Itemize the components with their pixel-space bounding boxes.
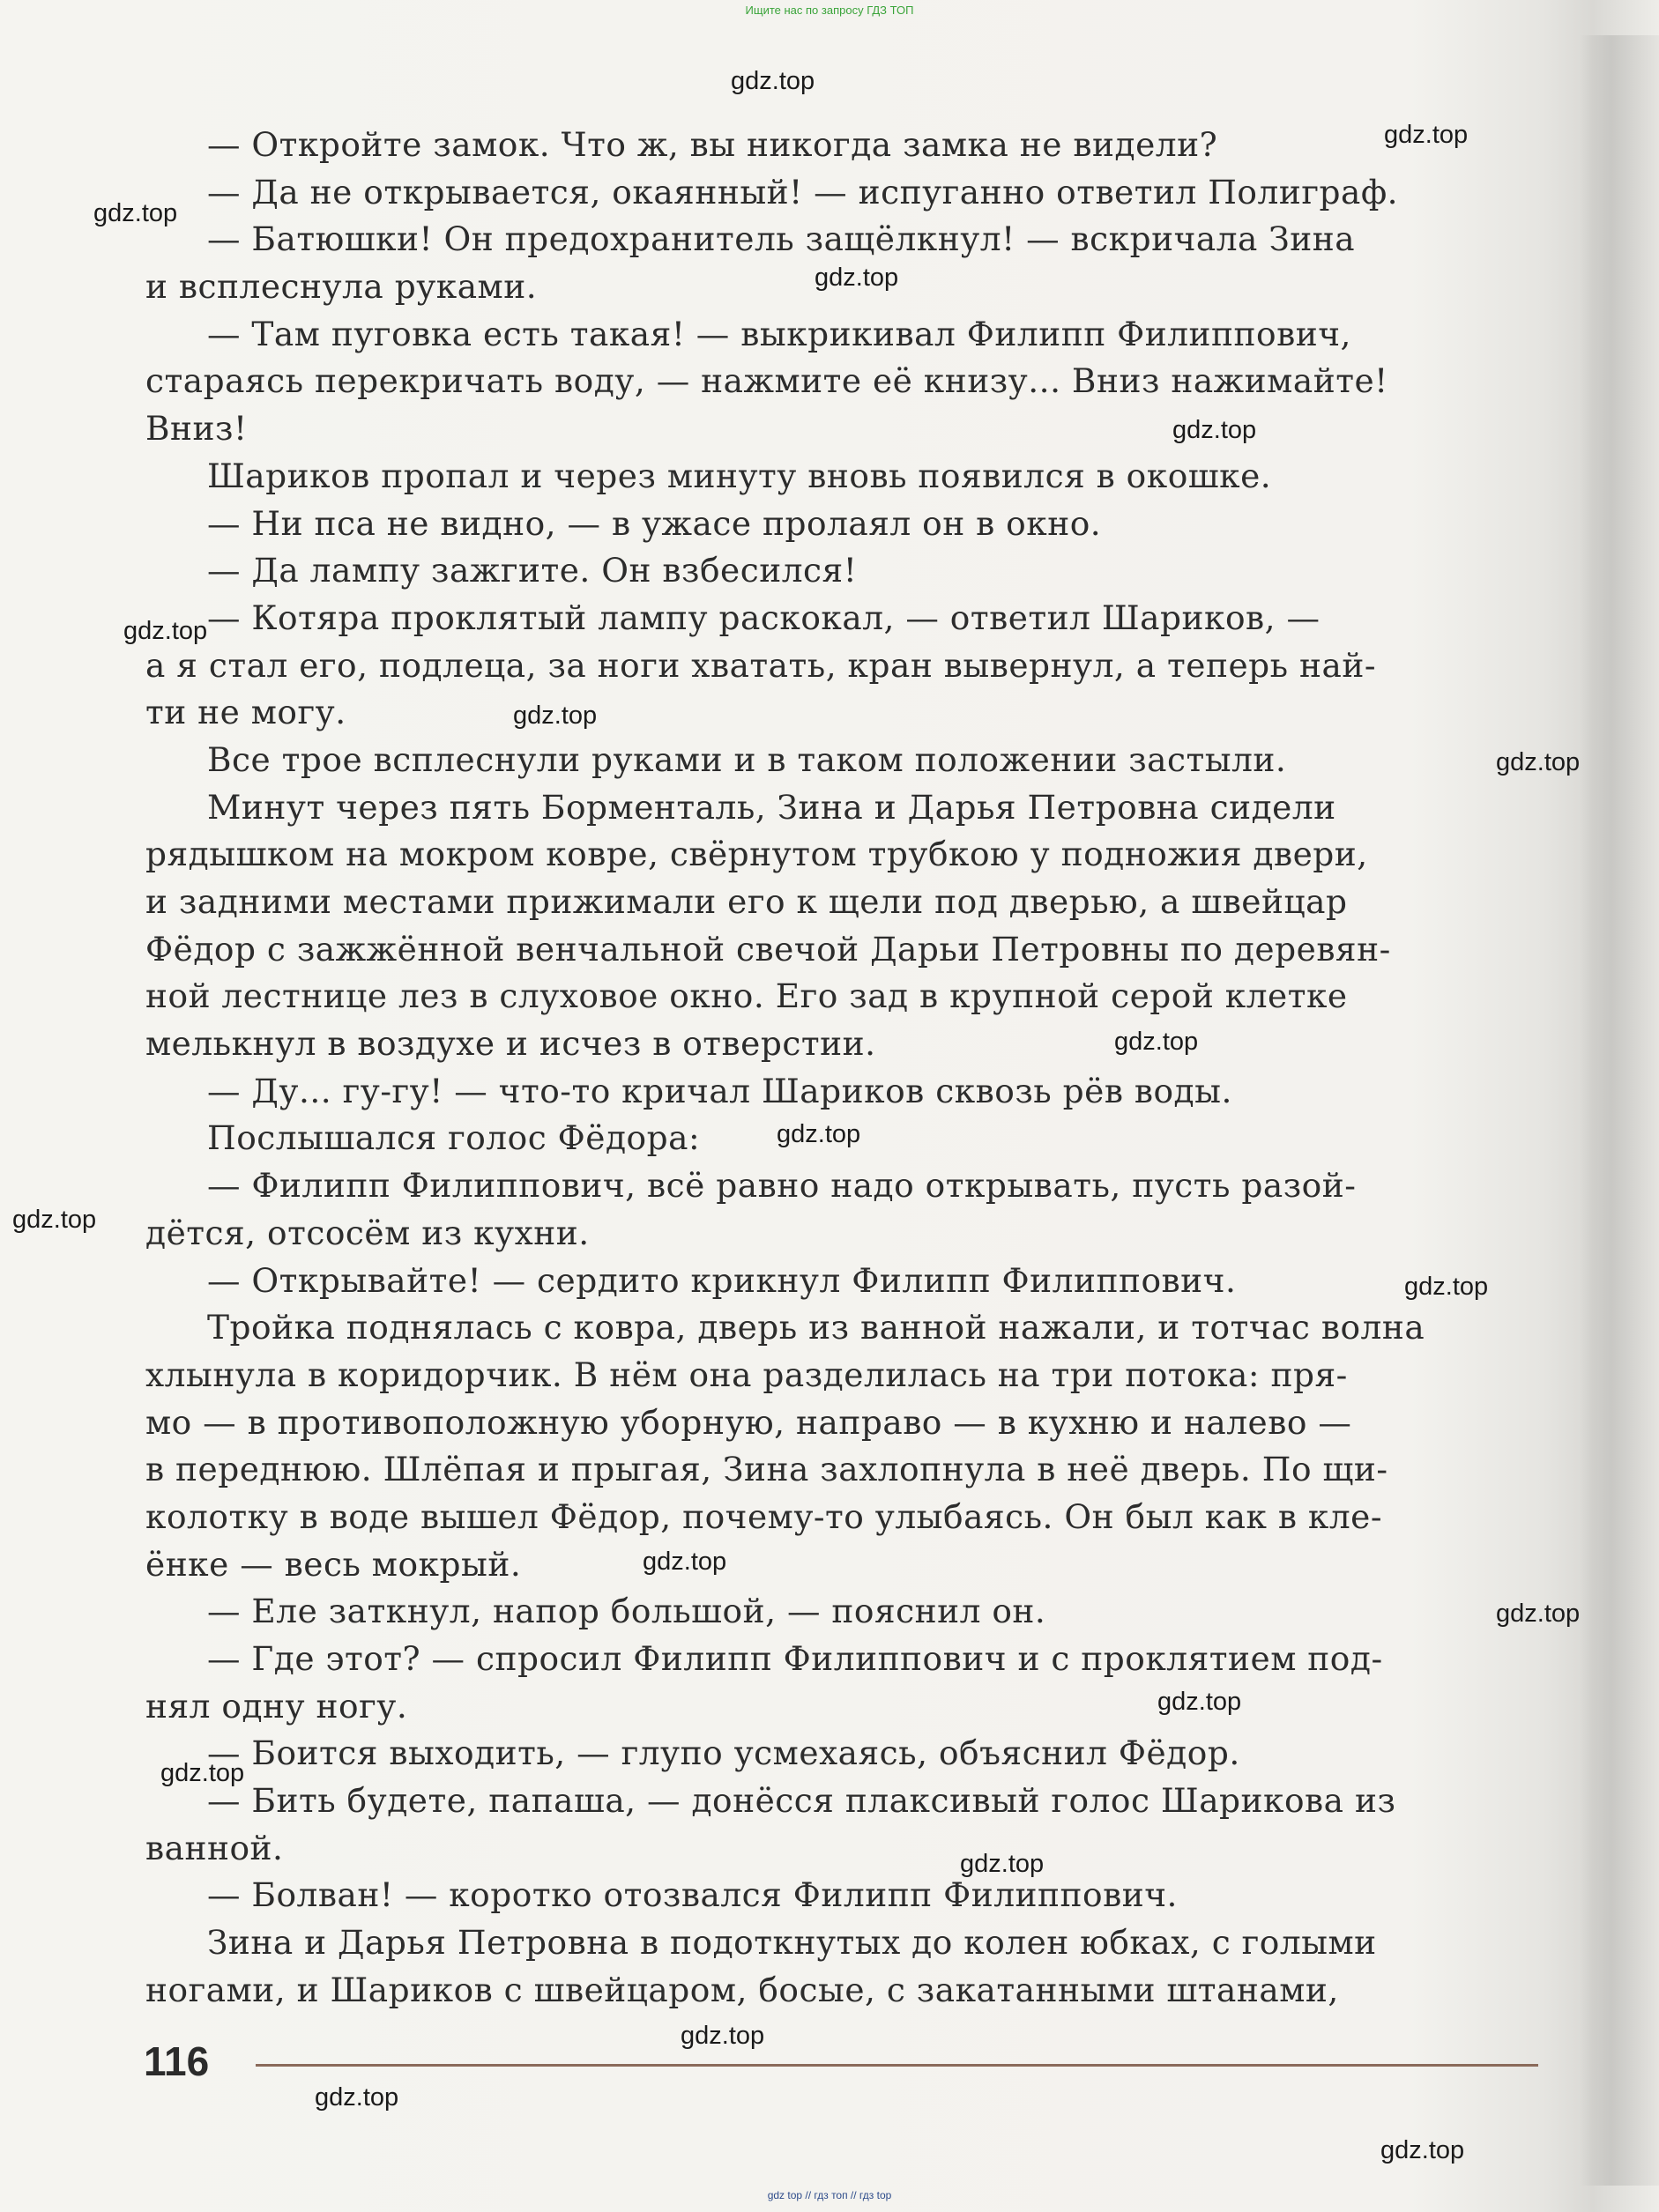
watermark: gdz.top: [1404, 1273, 1489, 1301]
text-line: — Болван! — коротко отозвался Филипп Филиппович.: [207, 1875, 1178, 1915]
text-line: и всплеснула руками.: [145, 267, 538, 307]
watermark: gdz.top: [731, 67, 815, 95]
watermark: gdz.top: [960, 1850, 1045, 1878]
text-line: рядышком на мокром ковре, свёрнутом трубкою у подножия двери,: [145, 835, 1368, 874]
text-line: — Ни пса не видно, — в ужасе пролаял он в окно.: [207, 503, 1102, 543]
footer-rule: [256, 2064, 1538, 2067]
text-line: — Батюшки! Он предохранитель защёлкнул! — вскричала Зина: [207, 219, 1356, 259]
text-line: Все трое всплеснули руками и в таком положении застыли.: [207, 739, 1287, 779]
watermark: gdz.top: [777, 1120, 861, 1148]
text-line: Послышался голос Фёдора:: [207, 1118, 701, 1158]
text-line: и задними местами прижимали его к щели под дверью, а швейцар: [145, 882, 1348, 921]
top-banner[interactable]: Ищите нас по запросу ГДЗ ТОП: [745, 4, 914, 17]
watermark: gdz.top: [1384, 121, 1469, 149]
text-line: Шариков пропал и через минуту вновь появился в окошке.: [207, 456, 1272, 495]
text-line: мо — в противоположную уборную, направо — в кухню и налево —: [145, 1402, 1352, 1442]
watermark: gdz.top: [1496, 748, 1581, 776]
text-line: а я стал его, подлеца, за ноги хватать, кран вывернул, а теперь най-: [145, 645, 1376, 685]
text-line: Вниз!: [145, 409, 248, 449]
watermark: gdz.top: [1114, 1028, 1199, 1056]
text-line: ёнке — весь мокрый.: [145, 1544, 522, 1584]
text-line: Зина и Дарья Петровна в подоткнутых до колен юбках, с голыми: [207, 1923, 1377, 1963]
text-body: [145, 122, 1538, 2015]
watermark: gdz.top: [681, 2022, 765, 2050]
watermark: gdz.top: [315, 2083, 399, 2112]
text-line: — Филипп Филиппович, всё равно надо открывать, пусть разой-: [207, 1166, 1357, 1206]
watermark: gdz.top: [160, 1759, 245, 1787]
text-line: мелькнул в воздухе и исчез в отверстии.: [145, 1024, 876, 1064]
text-line: дётся, отсосём из кухни.: [145, 1213, 590, 1252]
text-line: ти не могу.: [145, 693, 346, 732]
watermark: gdz.top: [1172, 416, 1257, 444]
watermark: gdz.top: [513, 701, 598, 730]
text-line: — Боится выходить, — глупо усмехаясь, объяснил Фёдор.: [207, 1733, 1240, 1773]
text-line: стараясь перекричать воду, — нажмите её книзу... Вниз нажимайте!: [145, 361, 1388, 401]
watermark: gdz.top: [12, 1206, 97, 1234]
text-line: — Еле заткнул, напор большой, — пояснил он.: [207, 1592, 1046, 1631]
text-line: ванной.: [145, 1828, 284, 1867]
text-line: — Бить будете, папаша, — донёсся плаксивый голос Шарикова из: [207, 1781, 1396, 1821]
text-line: ногами, и Шариков с швейцаром, босые, с закатанными штанами,: [145, 1970, 1339, 2009]
text-line: — Откройте замок. Что ж, вы никогда замка не видели?: [207, 125, 1218, 164]
watermark: gdz.top: [643, 1548, 727, 1576]
text-line: — Где этот? — спросил Филипп Филиппович и с проклятием под-: [207, 1639, 1383, 1678]
watermark: gdz.top: [123, 617, 208, 645]
text-line: ной лестнице лез в слуховое окно. Его зад в крупной серой клетке: [145, 976, 1348, 1016]
text-line: — Да лампу зажгите. Он взбесился!: [207, 551, 858, 590]
text-line: — Да не открывается, окаянный! — испуганно ответил Полиграф.: [207, 172, 1399, 212]
watermark: gdz.top: [1380, 2136, 1465, 2164]
text-line: в переднюю. Шлёпая и прыгая, Зина захлопнула в неё дверь. По щи-: [145, 1450, 1388, 1489]
text-line: — Открывайте! — сердито крикнул Филипп Филиппович.: [207, 1260, 1237, 1300]
watermark: gdz.top: [815, 264, 899, 292]
text-line: — Там пуговка есть такая! — выкрикивал Филипп Филиппович,: [207, 314, 1351, 353]
bottom-banner[interactable]: gdz top // гдз топ // гдз top: [767, 2189, 892, 2201]
text-line: — Ду... гу-гу! — что-то кричал Шариков сквозь рёв воды.: [207, 1071, 1232, 1110]
text-line: нял одну ногу.: [145, 1686, 408, 1726]
text-line: Минут через пять Борменталь, Зина и Дарья Петровна сидели: [207, 787, 1336, 827]
watermark: gdz.top: [93, 199, 178, 227]
text-line: колотку в воде вышел Фёдор, почему-то улыбаясь. Он был как в кле-: [145, 1496, 1383, 1536]
text-line: хлынула в коридорчик. В нём она разделилась на три потока: пря-: [145, 1355, 1348, 1394]
text-line: Фёдор с зажжённой венчальной свечой Дарьи Петровны по деревян-: [145, 929, 1391, 969]
page-number: 116: [144, 2038, 210, 2084]
text-line: — Котяра проклятый лампу раскокал, — ответил Шариков, —: [207, 598, 1321, 637]
watermark: gdz.top: [1157, 1688, 1242, 1716]
text-line: Тройка поднялась с ковра, дверь из ванной нажали, и тотчас волна: [207, 1308, 1425, 1347]
book-spine-shadow: [1580, 35, 1659, 2186]
watermark: gdz.top: [1496, 1600, 1581, 1628]
